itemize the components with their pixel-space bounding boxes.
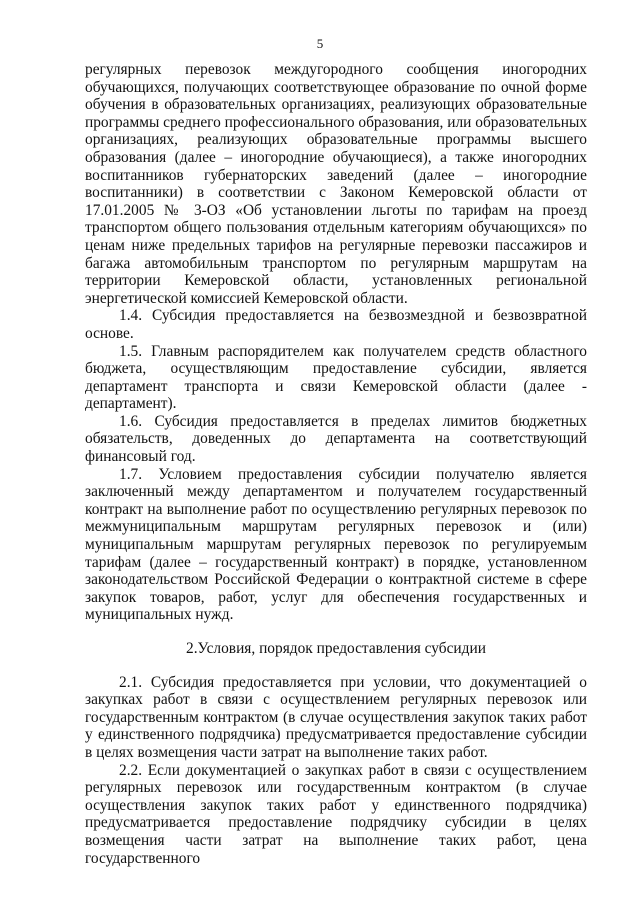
- section-heading: 2.Условия, порядок предоставления субсидии: [186, 640, 486, 657]
- paragraph-2-1: 2.1. Субсидия предоставляется при условии, что документацией о закупках работ в связи с осуществлением регулярных перевозок или государственным контрактом (в случае осуществления закупок таких работ у единственного подрядчика) предусматривается предоставление субсидии в целях возмещения части затрат на выполнение таких работ.: [85, 673, 587, 761]
- paragraph-1-4: 1.4. Субсидия предоставляется на безвозмездной и безвозвратной основе.: [85, 307, 587, 342]
- paragraph-continuation: регулярных перевозок междугородного сообщения иногородних обучающихся, получающих соответствующее образование по очной форме обучения в образовательных организациях, реализующих образовательные программы среднего профессионального образования, или образовательных организациях, реализующих образовательные программы высшего образования (далее – иногородние обучающиеся), а также иногородних воспитанников губернаторских заведений (далее – иногородние воспитанники) в соответствии с Законом Кемеровской области от 17.01.2005 № 3-ОЗ «Об установлении льготы по тарифам на проезд транспортом общего пользования отдельным категориям обучающихся» по ценам ниже предельных тарифов на регулярные перевозки пассажиров и багажа автомобильным транспортом по регулярным маршрутам на территории Кемеровской области, установленных региональной энергетической комиссией Кемеровской области.: [85, 61, 588, 307]
- paragraph-1-7: 1.7. Условием предоставления субсидии получателю является заключенный между департаментом и получателем государственный контракт на выполнение работ по осуществлению регулярных перевозок по межмуниципальным маршрутам регулярных перевозок и (или) муниципальным маршрутам регулярных перевозок по регулируемым тарифам (далее – государственный контракт) в порядке, установленном законодательством Российской Федерации о контрактной системе в сфере закупок товаров, работ, услуг для обеспечения государственных и муниципальных нужд.: [85, 465, 587, 624]
- page-number: 5: [316, 36, 324, 51]
- paragraph-2-2: 2.2. Если документацией о закупках работ в связи с осуществлением регулярных перевозок или государственным контрактом (в случае осуществления закупок таких работ у единственного подрядчика) предусматривается предоставление подрядчику субсидии в целях возмещения части затрат на выполнение таких работ, цена государственного: [85, 761, 587, 867]
- paragraph-1-6: 1.6. Субсидия предоставляется в пределах лимитов бюджетных обязательств, доведенных до департамента на соответствующий финансовый год.: [85, 412, 587, 466]
- paragraph-1-5: 1.5. Главным распорядителем как получателем средств областного бюджета, осуществляющим предоставление субсидии, является департамент транспорта и связи Кемеровской области (далее - департамент).: [85, 342, 587, 413]
- document-body: [85, 61, 587, 867]
